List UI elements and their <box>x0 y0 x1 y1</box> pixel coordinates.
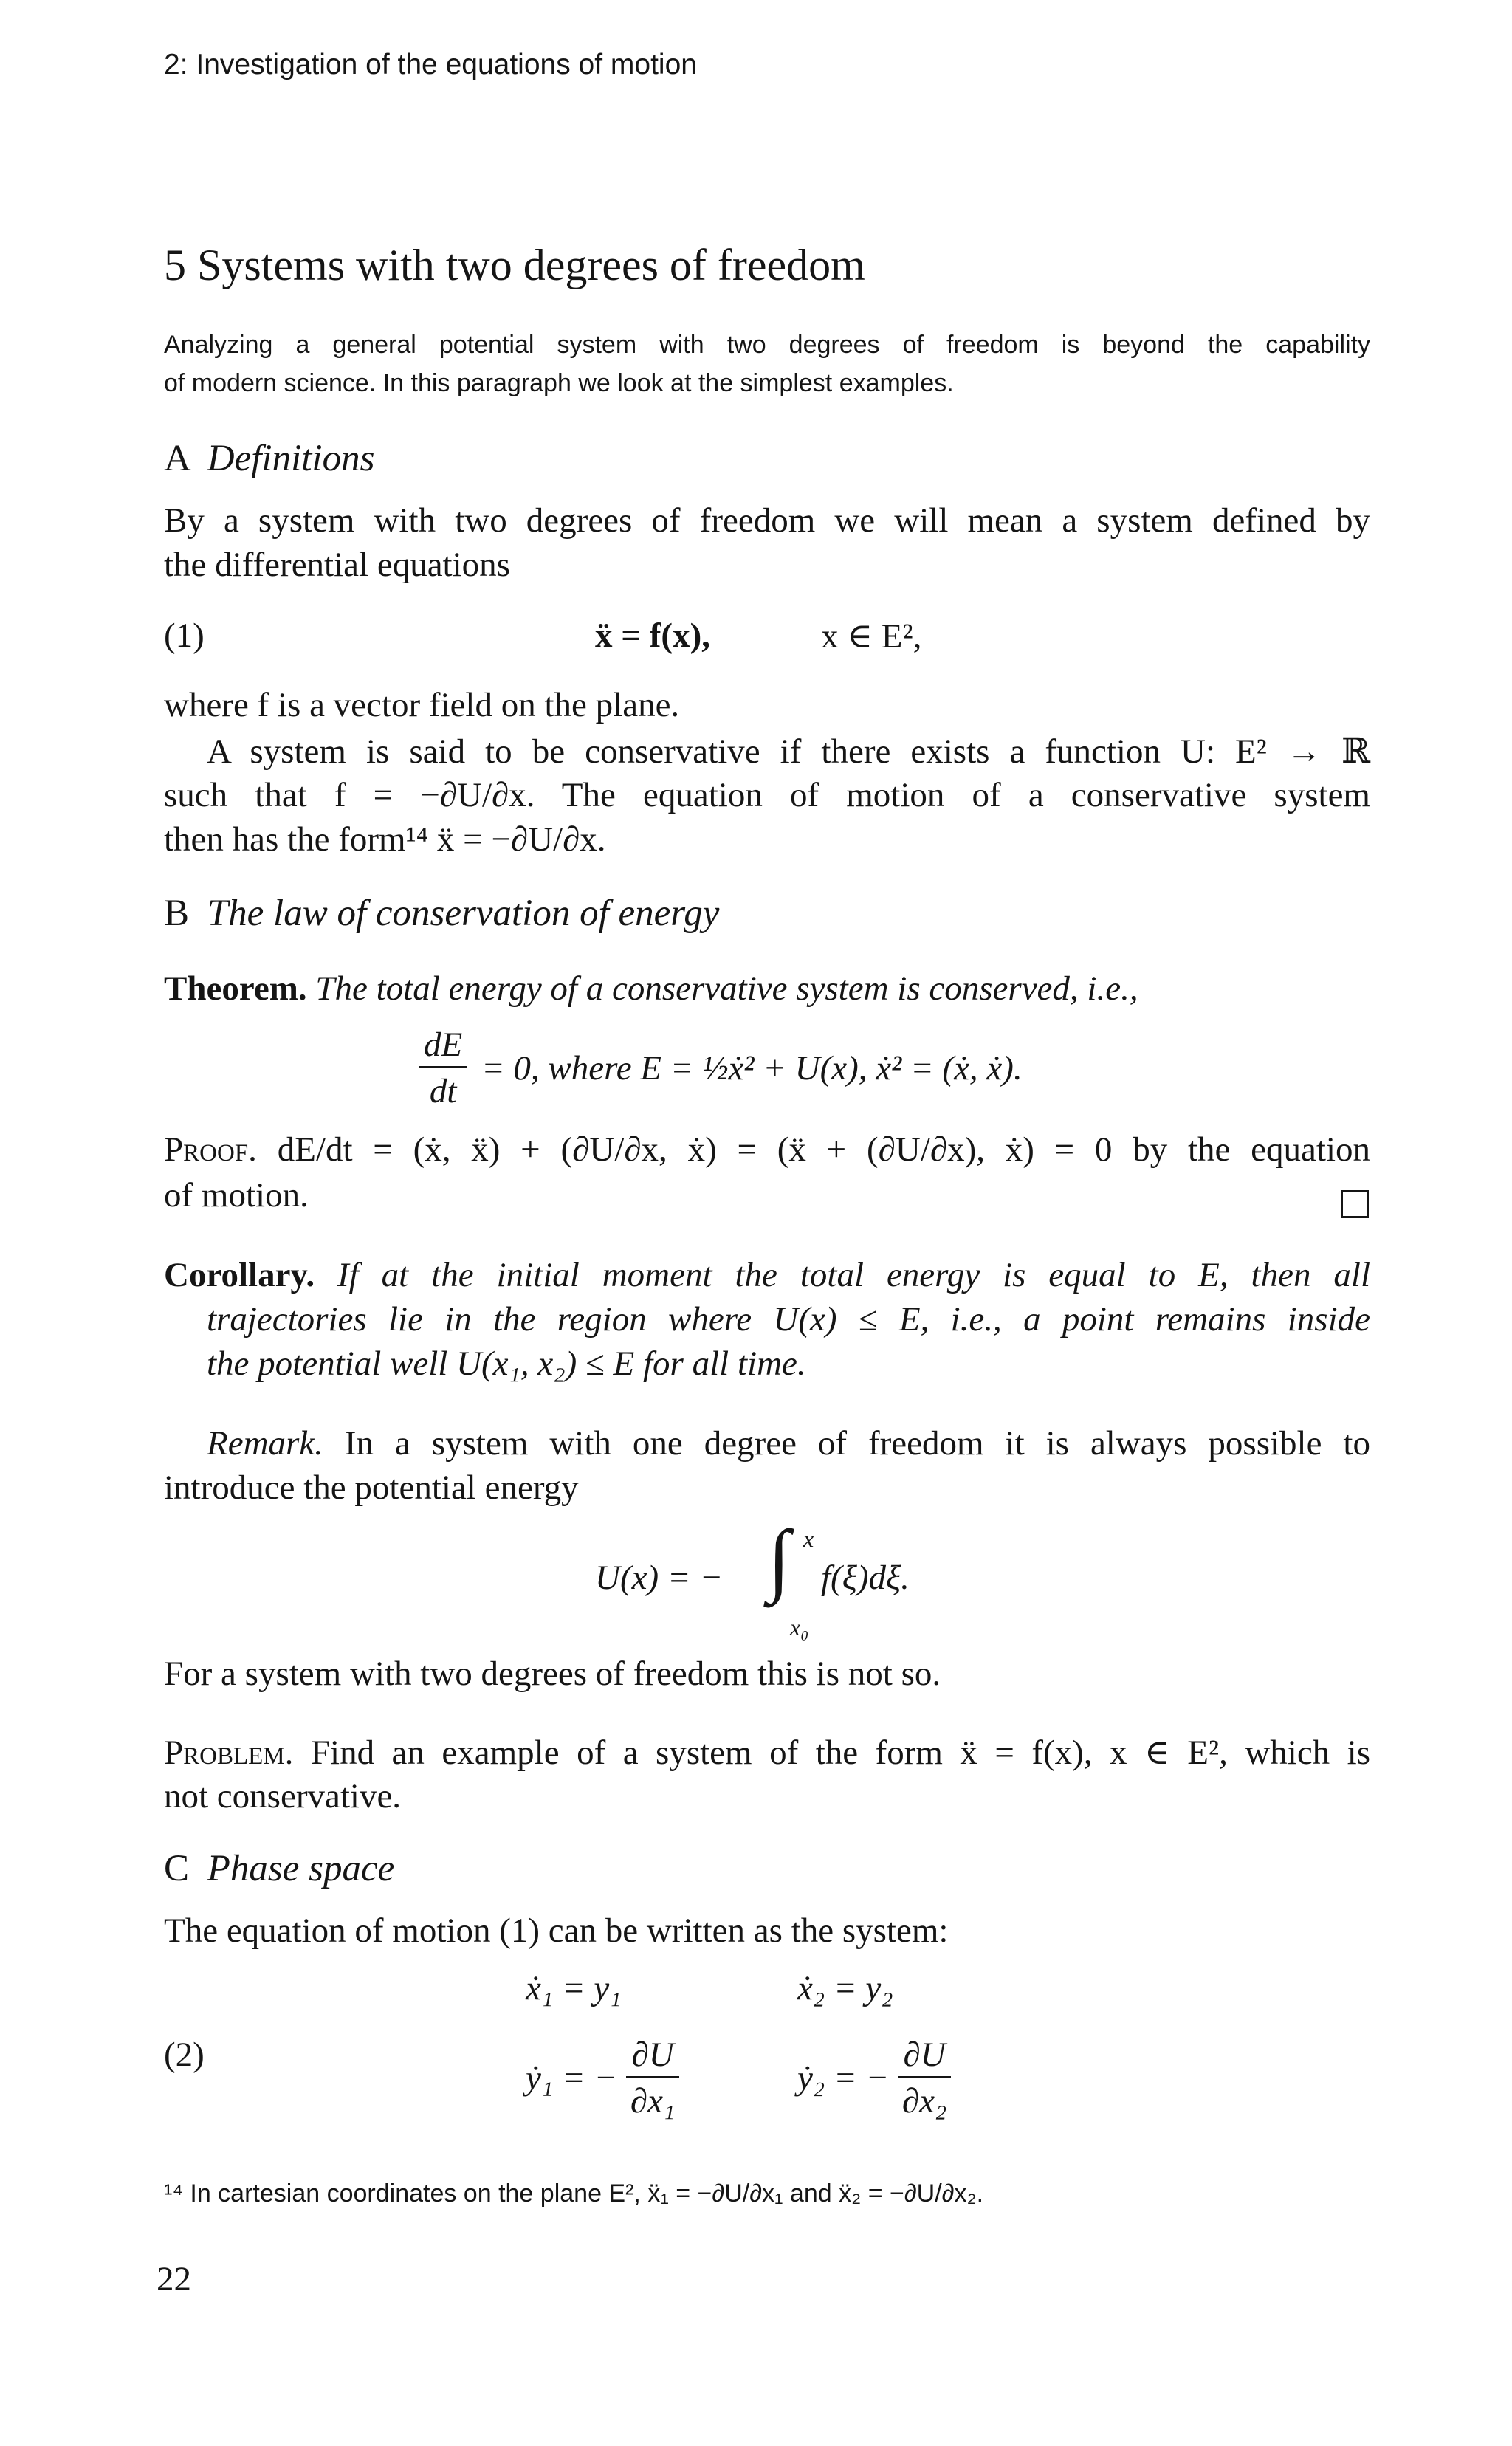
section-title: 5 Systems with two degrees of freedom <box>164 241 865 289</box>
fraction-denominator: ∂x₂ <box>898 2076 951 2121</box>
remark-line-1 <box>207 1423 1370 1463</box>
running-head: 2: Investigation of the equations of motion <box>164 49 697 80</box>
integral-lower-limit: x₀ <box>790 1614 809 1641</box>
equation-2-number: (2) <box>164 2036 205 2074</box>
eq2-row2-right-lhs: ẏ₂ = − <box>797 2058 890 2098</box>
fraction-numerator: dE <box>424 1026 463 1064</box>
subsection-title: Definitions <box>207 438 375 479</box>
equation-1-number: (1) <box>164 616 205 655</box>
vector-field-text: where f is a vector field on the plane. <box>164 686 680 724</box>
fraction-denominator: ∂x₁ <box>626 2076 679 2121</box>
proof-line-1 <box>164 1130 1370 1169</box>
equation-1-main: ẍ = f(x), <box>595 616 710 655</box>
page-number: 22 <box>157 2260 191 2298</box>
subsection-b-heading <box>164 892 719 935</box>
conservative-line-3: then has the form¹⁴ ẍ = −∂U/∂x. <box>164 820 606 859</box>
energy-equation <box>419 1025 1023 1111</box>
subsection-title: Phase space <box>207 1848 395 1889</box>
corollary-line-1 <box>164 1255 1370 1295</box>
definition-line-1: By a system with two degrees of freedom we will mean a system defined by <box>164 501 1370 540</box>
eq2-row2-left <box>526 2035 679 2121</box>
conservative-line-2: such that f = −∂U/∂x. The equation of motion of a conservative system <box>164 776 1370 814</box>
phase-text: The equation of motion (1) can be written as the system: <box>164 1911 949 1950</box>
qed-box <box>1341 1190 1369 1218</box>
proof-text: dE/dt = (ẋ, ẍ) + (∂U/∂x, ẋ) = (ẍ + (∂U/∂x), ẋ) = 0 by the equation <box>277 1130 1371 1169</box>
fraction-numerator: ∂U <box>631 2036 674 2074</box>
conservative-line-1: A system is said to be conservative if there exists a function U: E² → ℝ <box>207 732 1370 771</box>
corollary-line-3: the potential well U(x₁, x₂) ≤ E for all time. <box>207 1344 806 1383</box>
remark-line-2: introduce the potential energy <box>164 1468 579 1507</box>
corollary-label: Corollary. <box>164 1256 315 1294</box>
proof-label: Proof. <box>164 1130 257 1169</box>
theorem-label: Theorem. <box>164 969 307 1008</box>
two-dof-text: For a system with two degrees of freedom this is not so. <box>164 1655 941 1693</box>
partial-fraction <box>626 2035 679 2121</box>
corollary-line-2: trajectories lie in the region where U(x) ≤ E, i.e., a point remains inside <box>207 1300 1370 1339</box>
remark-text: In a system with one degree of freedom it is always possible to <box>344 1424 1370 1463</box>
fraction-denominator: dt <box>419 1066 467 1111</box>
intro-line-1: Analyzing a general potential system with two degrees of freedom is beyond the capability <box>164 331 1370 359</box>
proof-line-2: of motion. <box>164 1176 309 1215</box>
integral-sign: ∫ <box>768 1514 791 1604</box>
integrand: f(ξ)dξ. <box>821 1559 910 1597</box>
remark-label: Remark. <box>207 1424 323 1463</box>
energy-fraction <box>419 1025 467 1111</box>
eq2-row2-right <box>797 2035 951 2121</box>
eq2-row1-left: ẋ₁ = y₁ <box>526 1969 622 2007</box>
footnote: ¹⁴ In cartesian coordinates on the plane E², ẍ₁ = −∂U/∂x₁ and ẍ₂ = −∂U/∂x₂. <box>164 2179 984 2208</box>
definition-line-2: the differential equations <box>164 546 510 584</box>
subsection-c-heading <box>164 1847 394 1890</box>
problem-text: Find an example of a system of the form ẍ = f(x), x ∈ E², which is <box>310 1734 1370 1772</box>
fraction-numerator: ∂U <box>903 2036 946 2074</box>
subsection-title: The law of conservation of energy <box>207 893 720 934</box>
partial-fraction <box>898 2035 951 2121</box>
problem-label: Problem. <box>164 1734 294 1772</box>
intro-line-2: of modern science. In this paragraph we look at the simplest examples. <box>164 369 954 397</box>
eq2-row1-right: ẋ₂ = y₂ <box>797 1969 893 2007</box>
subsection-letter: C <box>164 1848 190 1889</box>
problem-line-2: not conservative. <box>164 1777 402 1815</box>
problem-line-1 <box>164 1732 1370 1773</box>
energy-equation-rest: = 0, where E = ½ẋ² + U(x), ẋ² = (ẋ, ẋ). <box>481 1048 1023 1088</box>
theorem <box>164 969 1138 1009</box>
subsection-a-heading <box>164 437 374 480</box>
integral-upper-limit: x <box>803 1525 814 1552</box>
equation-1-domain: x ∈ E², <box>821 617 922 656</box>
subsection-letter: B <box>164 893 190 934</box>
eq2-row2-left-lhs: ẏ₁ = − <box>526 2058 618 2098</box>
corollary-text: If at the initial moment the total energy is equal to E, then all <box>337 1256 1370 1294</box>
integral-lhs: U(x) = − <box>595 1559 724 1597</box>
subsection-letter: A <box>164 438 190 479</box>
theorem-text: The total energy of a conservative system is conserved, i.e., <box>315 969 1138 1008</box>
